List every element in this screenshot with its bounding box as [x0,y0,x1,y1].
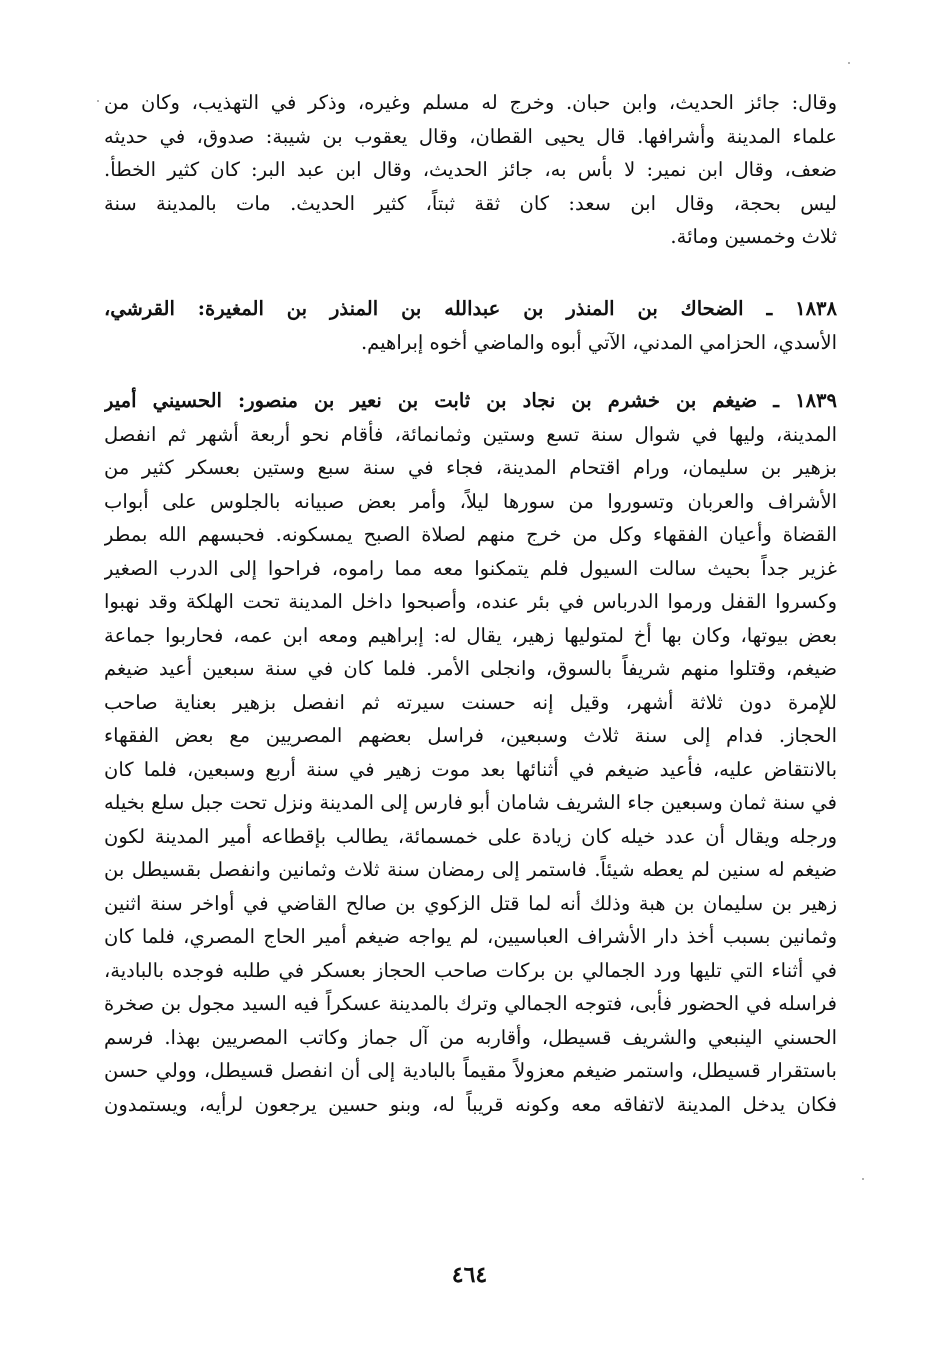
page-number: ٤٦٤ [451,1262,488,1288]
text-line: في سنة ثمان وسبعين جاء الشريف شامان أبو فارس إلى المدينة ونزل تحت جبل سلع بخيله [104,791,837,814]
entry-1838 [104,292,837,359]
text-line: بالانتقاض عليه، فأعيد ضيغم في أثنائها بعد موت زهير في سنة أربع وسبعين، فلما كان [104,757,837,781]
text-line [104,1155,837,1189]
text-line: الحجاز. فدام إلى سنة ثلاث وسبعين، فراسل بعضهم المصريين مع بعض الفقهاء [104,724,837,747]
text-line: ضيغم له سنين لم يعطه شيئاً. فاستمر إلى رمضان سنة ثلاث وثمانين وانفصل بقسيطل بن [104,858,837,881]
text-line: وكسروا القفل ورموا الدرباس في بئر عنده، وأصبحوا داخل المدينة تحت الهلكة وقد نهبوا [104,590,837,613]
text-line: غزير جداً بحيث سالت السيول فلم يتمكنوا معه مما راموه، فراحوا إلى الدرب الصغير [104,556,837,580]
text-line: ضيغم، وقتلوا منهم شريفاً بالسوق، وانجلى الأمر. فلما كان في سنة سبعين أعيد ضيغم [104,657,837,680]
text-line [104,1121,837,1155]
text-line: بعض بيوتها، وكان بها أخ لمتوليها زهير، يقال له: إبراهيم ومعه ابن عمه، فحاربوا جماعة [104,623,837,647]
text-line: ورجله ويقال أن عدد خيله كان زيادة على خمسمائة، يطالب بإقطاعه أمير المدينة لكون [104,824,837,848]
text-line: ليس بحجة، وقال ابن سعد: كان ثقة ثبتاً، كثير الحديث. مات بالمدينة سنة [104,191,837,215]
scan-speck [862,1178,864,1180]
text-line: بزهير بن سليمان، ورام اقتحام المدينة، فجاء في سنة سبع وستين بعسكر كثير من [104,456,837,479]
text-line: ضعف، وقال ابن نمير: لا بأس به، جائز الحديث، وقال ابن عبد البر: كان كثير الخطأ. [104,158,837,181]
paragraph-previous-entry [104,86,837,254]
entry-heading-line: ١٨٣٩ ـ ضيغم بن خشرم بن نجاد بن ثابت بن نعير بن منصور: الحسيني أمير [104,389,837,412]
text-line: المدينة، وليها في شوال سنة تسع وستين وثمانمائة، فأقام نحو أربعة أشهر ثم انفصل [104,422,837,446]
text-line: في أثناء التي تليها ورد الجمالي بن بركات صاحب الحجاز بعسكر في طلبه فوجده بالبادية، [104,958,837,982]
text-line: الأشراف والعربان وتسوروا من سورها ليلاً، وأمر بعض صبيانه بالجلوس على أبواب [104,489,837,513]
scan-speck [97,100,99,102]
text-line: باستقرار قسيطل، واستمر ضيغم معزولاً مقيماً بالبادية إلى أن انفصل قسيطل، وولي حسن [104,1059,837,1082]
text-line: الأسدي، الحزامي المدني، الآتي أبوه والماضي أخوه إبراهيم. [360,330,837,354]
text-line: فكان يدخل المدينة لاتفاقه معه وكونه قريباً له، وبنو حسين يرجعون لرأيه، ويستمدون [104,1092,837,1116]
text-line: وقال: جائز الحديث، وابن حبان. وخرج له مسلم وغيره، وذكر في التهذيب، وكان من [104,91,837,114]
text-line: فراسله في الحضور فأبى، فتوجه الجمالي وترك بالمدينة عسكراً فيه السيد مجول بن صخرة [104,992,837,1015]
text-line: وثمانين بسبب أخذ دار الأشراف العباسيين، لم يواجه ضيغم أمير الحاج المصري، فلما كان [104,925,837,948]
scan-speck [848,62,850,64]
text-line: ثلاث وخمسين ومائة. [670,225,837,248]
text-line: زهير بن سليمان بن هبة وذلك أنه لما قتل الزكوي بن صالح القاضي في أواخر سنة اثنين [104,891,837,915]
text-line: للإمرة دون ثلاثة أشهر، وقيل إنه حسنت سيرته ثم انفصل بزهير بعناية صاحب [104,690,837,714]
entry-1839 [104,384,837,1188]
text-line: الحسني الينبعي والشريف قسيطل، وأقاربه من آل جماز وكاتب المصريين بهذا. فرسم [104,1025,837,1049]
entry-heading-line: ١٨٣٨ ـ الضحاك بن المنذر بن عبدالله بن المنذر بن المغيرة: القرشي، [104,297,837,320]
text-line: علماء المدينة وأشرافها. قال يحيى القطان، وقال يعقوب بن شيبة: صدوق، في حديثه [104,124,837,148]
text-line: القضاة وأعيان الفقهاء وكل من خرج منهم لصلاة الصبح يمسكونه. فحبسهم الله بمطر [104,523,837,546]
